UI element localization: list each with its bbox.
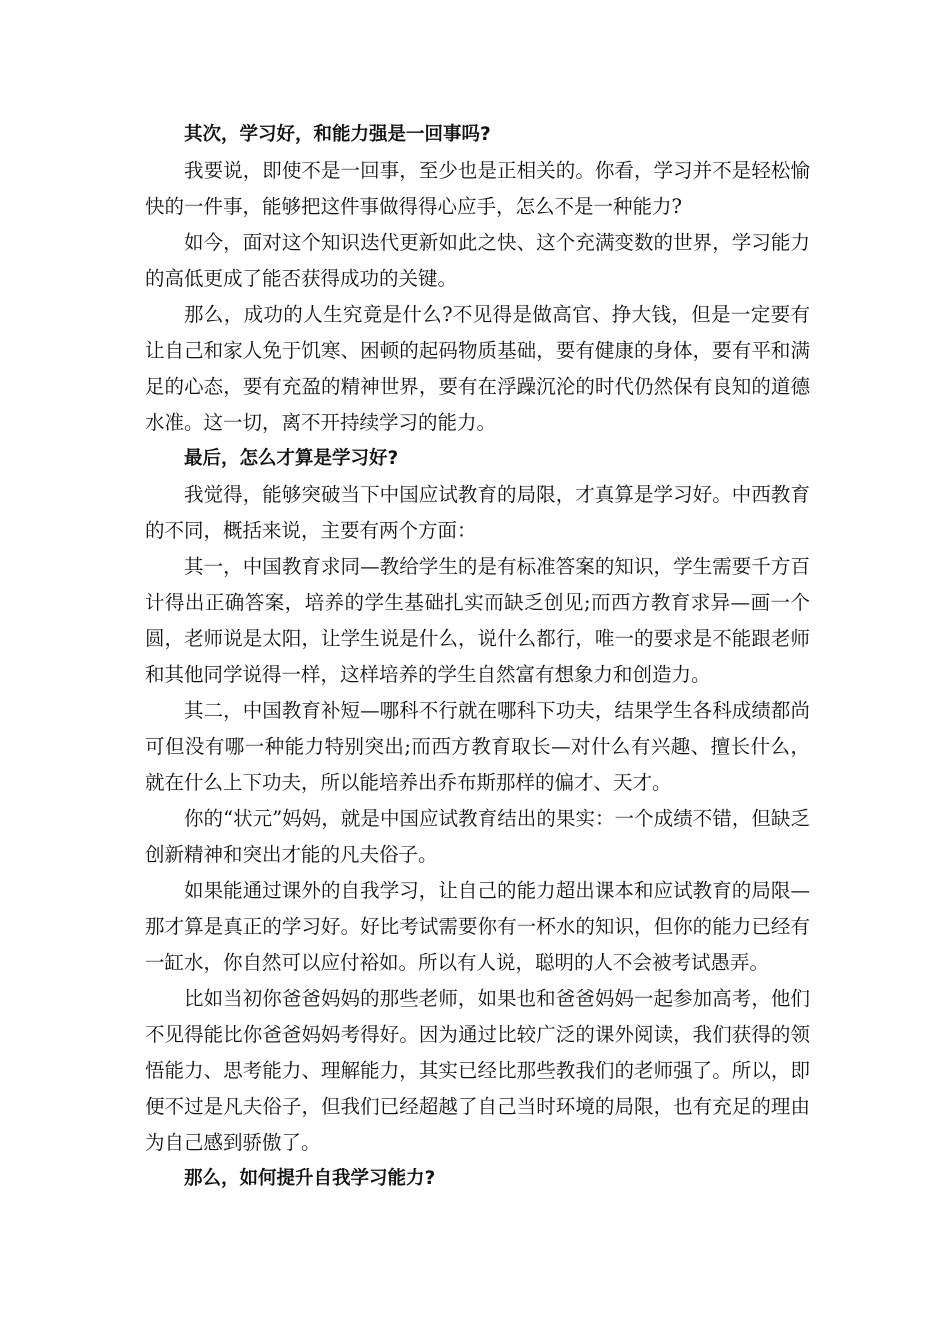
body-paragraph: 我要说，即使不是一回事，至少也是正相关的。你看，学习并不是轻松愉快的一件事，能够把这件事做得得心应手，怎么不是一种能力? [145, 159, 810, 218]
section-heading: 其次，学习好，和能力强是一回事吗? [184, 124, 491, 145]
section-heading: 那么，如何提升自我学习能力? [184, 1168, 436, 1189]
body-paragraph: 其一，中国教育求同—教给学生的是有标准答案的知识，学生需要千方百计得出正确答案，培养的学生基础扎实而缺乏创见;而西方教育求异—画一个圆，老师说是太阳，让学生说是什么，说什么都行，唯一的要求是不能跟老师和其他同学说得一样，这样培养的学生自然富有想象力和创造力。 [145, 555, 810, 686]
body-paragraph: 如果能通过课外的自我学习，让自己的能力超出课本和应试教育的局限—那才算是真正的学习好。好比考试需要你有一杯水的知识，但你的能力已经有一缸水，你自然可以应付裕如。所以有人说，聪明的人不会被考试愚弄。 [145, 879, 810, 974]
body-paragraph: 你的“状元”妈妈，就是中国应试教育结出的果实：一个成绩不错，但缺乏创新精神和突出才能的凡夫俗子。 [145, 807, 810, 866]
body-paragraph: 其二，中国教育补短—哪科不行就在哪科下功夫，结果学生各科成绩都尚可但没有哪一种能力特别突出;而西方教育取长—对什么有兴趣、擅长什么，就在什么上下功夫，所以能培养出乔布斯那样的偏才、天才。 [145, 699, 810, 794]
document-page [145, 117, 810, 1197]
body-paragraph: 那么，成功的人生究竟是什么?不见得是做高官、挣大钱，但是一定要有让自己和家人免于饥寒、困顿的起码物质基础，要有健康的身体，要有平和满足的心态，要有充盈的精神世界，要有在浮躁沉沦的时代仍然保有良知的道德水准。这一切，离不开持续学习的能力。 [145, 303, 810, 434]
body-paragraph: 比如当初你爸爸妈妈的那些老师，如果也和爸爸妈妈一起参加高考，他们不见得能比你爸爸妈妈考得好。因为通过比较广泛的课外阅读，我们获得的领悟能力、思考能力、理解能力，其实已经比那些教我们的老师强了。所以，即便不过是凡夫俗子，但我们已经超越了自己当时环境的局限，也有充足的理由为自己感到骄傲了。 [145, 987, 810, 1154]
body-paragraph: 我觉得，能够突破当下中国应试教育的局限，才真算是学习好。中西教育的不同，概括来说，主要有两个方面： [145, 483, 810, 542]
body-paragraph: 如今，面对这个知识迭代更新如此之快、这个充满变数的世界，学习能力的高低更成了能否获得成功的关键。 [145, 231, 810, 290]
section-heading: 最后，怎么才算是学习好? [184, 448, 399, 469]
